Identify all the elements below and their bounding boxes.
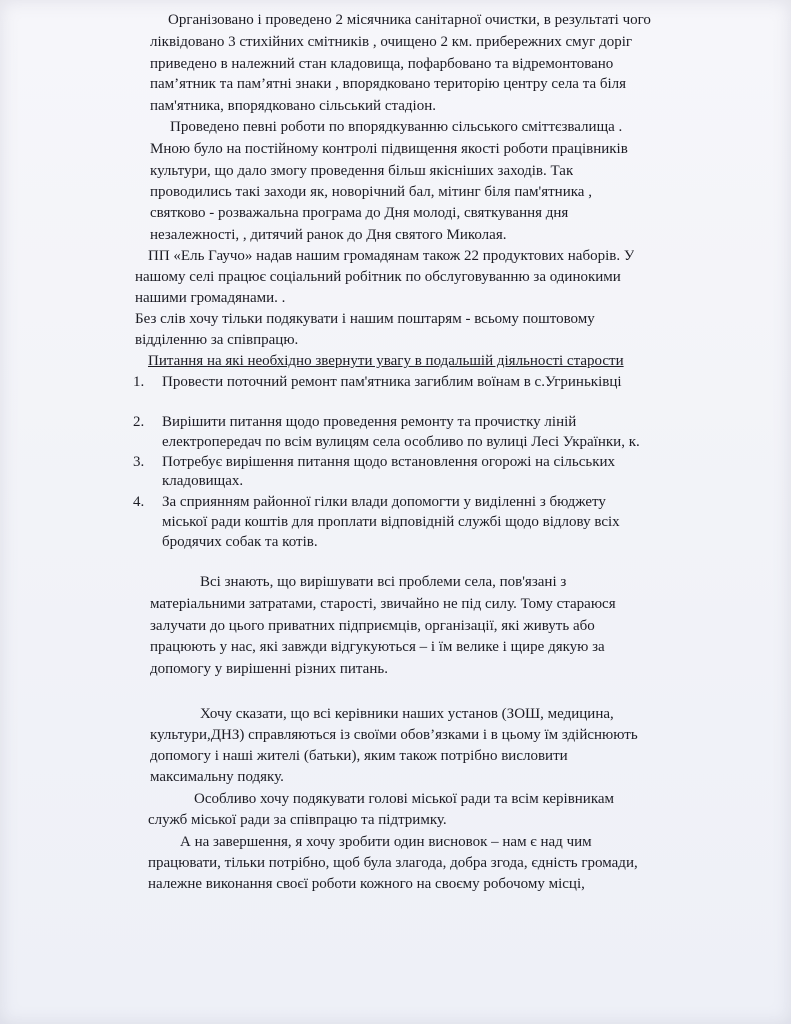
text-line: Особливо хочу подякувати голові міської ради та всім керівникам	[194, 791, 615, 807]
list-item-text: кладовищах.	[162, 473, 244, 489]
text-line: святково - розважальна програма до Дня молоді, святкування дня	[150, 205, 569, 221]
text-line: допомогу у вирішенні різних питань.	[150, 661, 388, 677]
text-line: відділенню за співпрацю.	[135, 332, 299, 348]
section-heading: Питання на які необхідно звернути увагу в подальшій діяльності старости	[148, 353, 624, 369]
list-number: 3.	[133, 454, 145, 470]
text-line: працювати, тільки потрібно, щоб була злагода, добра згода, єдність громади,	[148, 855, 638, 871]
text-line: нашими громадянами. .	[135, 290, 286, 306]
text-line: пам'ятника, впорядковано сільський стадіон.	[150, 98, 436, 114]
list-item-text: Потребує вирішення питання щодо встановлення огорожі на сільських	[162, 454, 616, 470]
list-item-text: електропередач по всім вулицям села особливо по вулиці Лесі Українки, к.	[162, 434, 640, 450]
list-item-text: Вирішити питання щодо проведення ремонту та прочистку ліній	[162, 414, 577, 430]
text-line: максимальну подяку.	[150, 769, 284, 785]
text-line: культури,ДНЗ) справляються із своїми обов’язками і в цьому їм здійснюють	[150, 727, 638, 743]
text-line: незалежності, , дитячий ранок до Дня святого Миколая.	[150, 227, 507, 243]
text-line: Проведено певні роботи по впорядкуванню сільського сміттєзвалища .	[170, 119, 623, 135]
text-line: культури, що дало змогу проведення більш якісніших заходів. Так	[150, 163, 574, 179]
text-line: ПП «Ель Гаучо» надав нашим громадянам також 22 продуктових наборів. У	[148, 248, 635, 264]
text-line: ліквідовано 3 стихійних смітників , очищено 2 км. прибережних смуг доріг	[150, 34, 633, 50]
text-line: Всі знають, що вирішувати всі проблеми села, пов'язані з	[200, 574, 567, 590]
text-line: пам’ятник та пам’ятні знаки , впорядковано територію центру села та біля	[150, 76, 627, 92]
text-line: служб міської ради за співпрацю та підтримку.	[148, 812, 447, 828]
list-number: 4.	[133, 494, 145, 510]
list-number: 1.	[133, 374, 145, 390]
text-line: приведено в належний стан кладовища, пофарбовано та відремонтовано	[150, 56, 614, 72]
list-number: 2.	[133, 414, 145, 430]
text-line: А на завершення, я хочу зробити один висновок – нам є над чим	[180, 834, 592, 850]
text-line: працюють у нас, які завжди відгукуються – і їм велике і щире дякую за	[150, 639, 605, 655]
list-item-text: міської ради коштів для проплати відповідній службі щодо відлову всіх	[162, 514, 620, 530]
text-line: Без слів хочу тільки подякувати і нашим поштарям - всьому поштовому	[135, 311, 595, 327]
text-line: нашому селі працює соціальний робітник по обслуговуванню за одинокими	[135, 269, 621, 285]
text-line: належне виконання своєї роботи кожного на своєму робочому місці,	[148, 876, 585, 892]
list-item-text: Провести поточний ремонт пам'ятника загиблим воїнам в с.Угриньківці	[162, 374, 622, 390]
text-line: допомогу і наші жителі (батьки), яким також потрібно висловити	[150, 748, 568, 764]
list-item-text: бродячих собак та котів.	[162, 534, 318, 550]
list-item-text: За сприянням районної гілки влади допомогти у виділенні з бюджету	[162, 494, 606, 510]
text-line: матеріальними затратами, старості, звичайно не під силу. Тому стараюся	[150, 596, 616, 612]
text-line: Хочу сказати, що всі керівники наших установ (ЗОШ, медицина,	[200, 706, 614, 722]
text-line: Мною було на постійному контролі підвищення якості роботи працівників	[150, 141, 628, 157]
text-line: Організовано і проведено 2 місячника санітарної очистки, в результаті чого	[168, 12, 651, 28]
text-line: проводились такі заходи як, новорічний бал, мітинг біля пам'ятника ,	[150, 184, 592, 200]
text-line: залучати до цього приватних підприємців, організації, які живуть або	[150, 618, 595, 634]
